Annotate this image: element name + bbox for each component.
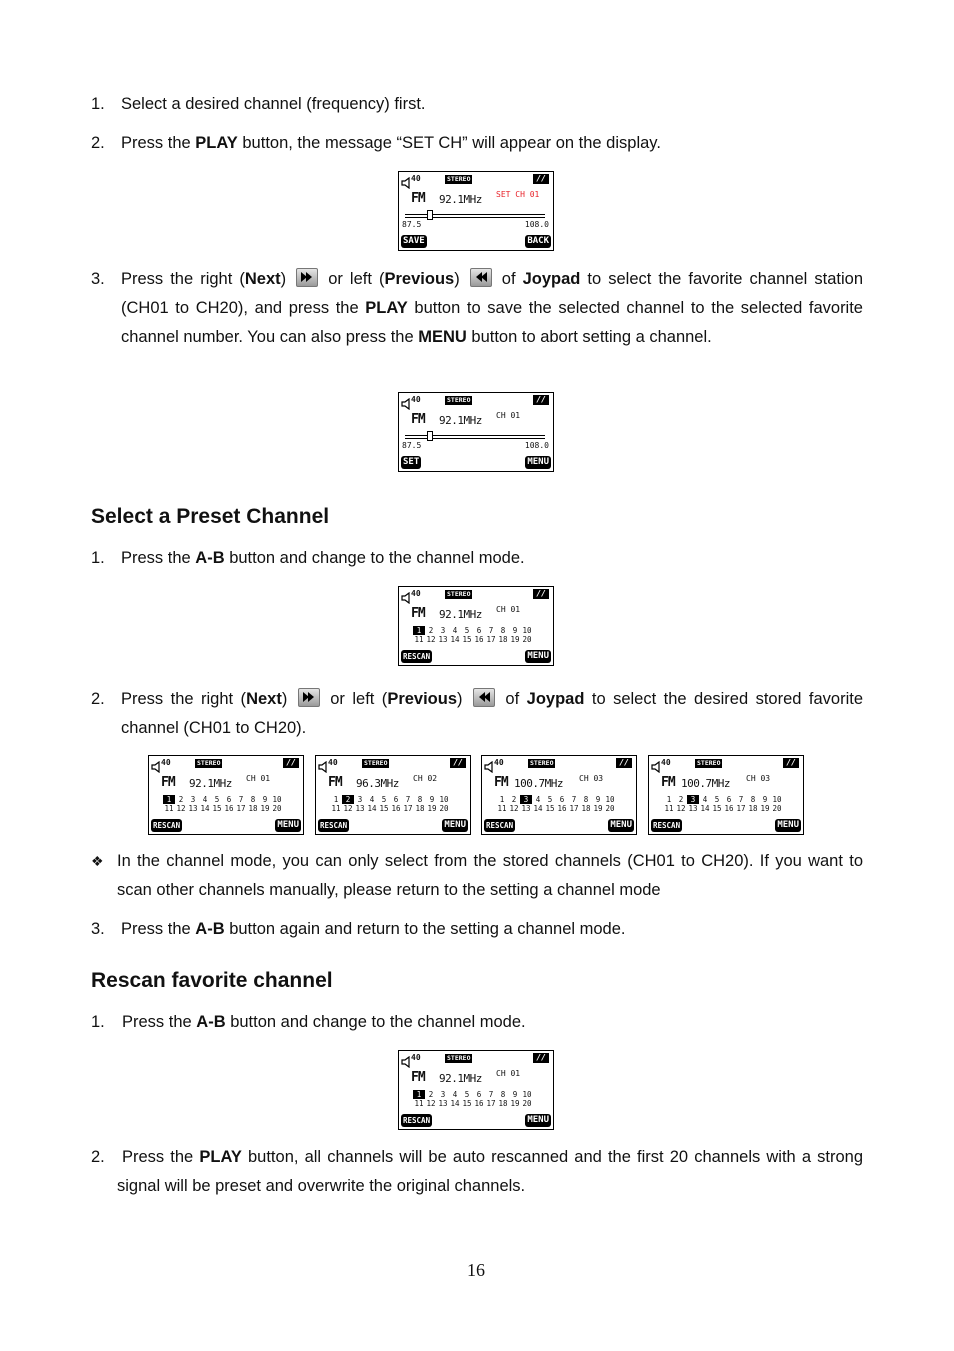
channel-number: 3 — [190, 795, 196, 804]
channel-number: 15 — [379, 804, 389, 813]
softkey-left: RESCAN — [403, 1116, 431, 1125]
channel-number: 5 — [464, 1090, 470, 1099]
step-number: 1. — [91, 1013, 105, 1031]
channel-number: 5 — [547, 795, 553, 804]
channel-number: 11 — [414, 635, 424, 644]
channel-number: 14 — [450, 1099, 460, 1108]
section-heading: Rescan favorite channel — [91, 969, 333, 992]
frequency: 100.7MHz — [514, 777, 563, 790]
channel-number: 19 — [510, 1099, 520, 1108]
channel-number: 3 — [520, 795, 532, 804]
bold-term: Joypad — [522, 270, 581, 288]
channel-number: 14 — [533, 804, 543, 813]
channel-number: 4 — [369, 795, 375, 804]
channel-number: 1 — [333, 795, 339, 804]
text: Press the — [121, 920, 196, 938]
channel-number: 14 — [700, 804, 710, 813]
channel-number: 8 — [417, 795, 423, 804]
channel-row — [496, 795, 616, 804]
channel-number: 9 — [595, 795, 601, 804]
volume-level: 40 — [661, 758, 671, 767]
signal-icon: // — [533, 395, 549, 405]
text: or left ( — [322, 690, 388, 708]
lcd-screen-set-channel — [398, 171, 554, 251]
channel-row — [413, 626, 533, 635]
channel-label: CH 03 — [579, 774, 604, 783]
channel-number: 18 — [498, 635, 508, 644]
channel-number: 9 — [762, 795, 768, 804]
stereo-badge: STEREO — [447, 396, 471, 404]
step-text: Select a desired channel (frequency) first. — [121, 95, 426, 113]
signal-icon: // — [533, 174, 549, 184]
channel-number: 10 — [605, 795, 615, 804]
signal-icon: // — [783, 758, 799, 768]
channel-number: 20 — [439, 804, 449, 813]
channel-grid — [413, 626, 533, 644]
channel-number: 16 — [224, 804, 234, 813]
channel-number: 6 — [726, 795, 732, 804]
step-number: 3. — [91, 920, 105, 938]
channel-number: 12 — [426, 635, 436, 644]
channel-number: 8 — [583, 795, 589, 804]
channel-row — [330, 804, 450, 813]
channel-number: 19 — [510, 635, 520, 644]
signal-icon: // — [283, 758, 299, 768]
channel-number: 20 — [522, 635, 532, 644]
text: Press the right ( — [121, 690, 247, 708]
channel-number: 9 — [512, 1090, 518, 1099]
channel-number: 17 — [569, 804, 579, 813]
frequency: 100.7MHz — [681, 777, 730, 790]
channel-number: 8 — [750, 795, 756, 804]
channel-number: 12 — [426, 1099, 436, 1108]
band-label: FM — [411, 412, 425, 427]
channel-number: 14 — [367, 804, 377, 813]
channel-number: 9 — [429, 795, 435, 804]
step-text — [122, 1008, 526, 1037]
band-label: FM — [411, 1070, 425, 1085]
signal-icon: // — [450, 758, 466, 768]
text: Press the — [122, 1013, 197, 1031]
softkey-right: MENU — [277, 820, 299, 830]
speaker-icon — [401, 589, 410, 608]
lcd-screen-channel-mode — [481, 755, 637, 835]
channel-row — [330, 795, 450, 804]
section-heading: Select a Preset Channel — [91, 505, 330, 528]
range-high: 108.0 — [524, 220, 549, 229]
softkey-left: SET — [403, 457, 420, 467]
frequency: 92.1MHz — [439, 414, 482, 427]
frequency: 92.1MHz — [189, 777, 232, 790]
channel-grid — [496, 795, 616, 813]
channel-row — [413, 1099, 533, 1108]
channel-number: 20 — [522, 1099, 532, 1108]
note-text: In the channel mode, you can only select from the stored channels (CH01 to CH20). If you want to scan other channels manually, please return to the setting a channel mode — [117, 852, 863, 899]
channel-number: 5 — [464, 626, 470, 635]
page-number: 16 — [467, 1260, 485, 1280]
channel-number: 6 — [476, 1090, 482, 1099]
channel-number: 15 — [545, 804, 555, 813]
channel-grid — [330, 795, 450, 813]
speaker-icon — [401, 1053, 410, 1072]
channel-number: 5 — [214, 795, 220, 804]
step-number: 2. — [91, 690, 105, 708]
text: button and change to the channel mode. — [225, 1013, 526, 1031]
step-text — [117, 1143, 863, 1201]
channel-number: 6 — [226, 795, 232, 804]
text: ) — [454, 270, 460, 288]
step-text — [121, 544, 525, 573]
text: ) — [457, 690, 463, 708]
channel-number: 18 — [748, 804, 758, 813]
channel-number: 19 — [760, 804, 770, 813]
bold-term: Previous — [387, 690, 458, 708]
text: of — [494, 270, 523, 288]
channel-number: 8 — [500, 1090, 506, 1099]
channel-number: 17 — [486, 635, 496, 644]
bold-term: Next — [244, 270, 281, 288]
bold-term: Joypad — [526, 690, 585, 708]
channel-row — [496, 804, 616, 813]
channel-number: 13 — [438, 635, 448, 644]
softkey-right: MENU — [527, 457, 549, 467]
softkey-right: MENU — [527, 1115, 549, 1125]
channel-number: 15 — [212, 804, 222, 813]
range-high: 108.0 — [524, 441, 549, 450]
stereo-badge: STEREO — [364, 759, 388, 767]
next-icon — [298, 688, 320, 707]
previous-icon — [473, 688, 495, 707]
channel-number: 7 — [405, 795, 411, 804]
channel-number: 16 — [724, 804, 734, 813]
channel-number: 11 — [164, 804, 174, 813]
band-label: FM — [328, 775, 342, 790]
channel-number: 10 — [439, 795, 449, 804]
bold-term: MENU — [418, 328, 467, 346]
channel-number: 7 — [571, 795, 577, 804]
tuning-knob — [427, 210, 433, 220]
channel-number: 1 — [666, 795, 672, 804]
bold-term: PLAY — [365, 299, 408, 317]
speaker-icon — [151, 758, 160, 777]
speaker-icon — [484, 758, 493, 777]
channel-number: 2 — [678, 795, 684, 804]
bold-term: A-B — [196, 1013, 226, 1031]
channel-number: 19 — [593, 804, 603, 813]
channel-number: 5 — [381, 795, 387, 804]
stereo-badge: STEREO — [447, 590, 471, 598]
text: button to save the selected channel to the selected favorite channel number. You can also press the — [121, 299, 863, 346]
lcd-screen-channel-mode — [148, 755, 304, 835]
text: to select the desired stored favorite channel (CH01 to CH20). — [121, 690, 863, 737]
speaker-icon — [318, 758, 327, 777]
channel-number: 15 — [462, 1099, 472, 1108]
channel-number: 1 — [413, 1090, 425, 1099]
text: ) — [281, 690, 288, 708]
channel-number: 1 — [499, 795, 505, 804]
step-text — [121, 265, 863, 352]
speaker-icon — [401, 174, 410, 193]
softkey-right: MENU — [444, 820, 466, 830]
step-number: 2. — [91, 134, 105, 152]
channel-number: 11 — [664, 804, 674, 813]
bold-term: A-B — [195, 549, 225, 567]
channel-number: 19 — [427, 804, 437, 813]
tuning-knob — [427, 431, 433, 441]
channel-number: 13 — [438, 1099, 448, 1108]
range-low: 87.5 — [402, 220, 422, 229]
frequency: 96.3MHz — [356, 777, 399, 790]
band-label: FM — [494, 775, 508, 790]
previous-icon — [470, 268, 492, 287]
channel-number: 7 — [488, 626, 494, 635]
channel-number: 13 — [355, 804, 365, 813]
band-label: FM — [411, 606, 425, 621]
channel-number: 6 — [393, 795, 399, 804]
softkey-right: MENU — [777, 820, 799, 830]
channel-number: 13 — [521, 804, 531, 813]
step-number: 1. — [91, 549, 105, 567]
channel-number: 6 — [476, 626, 482, 635]
channel-number: 4 — [202, 795, 208, 804]
step-number: 1. — [91, 95, 105, 113]
channel-number: 18 — [581, 804, 591, 813]
band-label: FM — [411, 191, 425, 206]
text: button, all channels will be auto rescanned and the first 20 channels with a strong signal will be preset and overwrite the original channels. — [117, 1148, 863, 1195]
channel-number: 4 — [702, 795, 708, 804]
channel-number: 11 — [414, 1099, 424, 1108]
channel-row — [163, 795, 283, 804]
channel-number: 17 — [403, 804, 413, 813]
channel-number: 3 — [357, 795, 363, 804]
channel-number: 1 — [163, 795, 175, 804]
channel-number: 10 — [522, 626, 532, 635]
step-number: 2. — [91, 1148, 105, 1166]
volume-level: 40 — [411, 589, 421, 598]
channel-number: 16 — [474, 1099, 484, 1108]
volume-level: 40 — [494, 758, 504, 767]
lcd-screen-channel-mode — [398, 586, 554, 666]
step-text — [121, 685, 863, 743]
text: Press the right ( — [121, 270, 245, 288]
lcd-screen-save-channel — [398, 392, 554, 472]
softkey-left: RESCAN — [153, 821, 181, 830]
bold-term: PLAY — [199, 1148, 242, 1166]
volume-level: 40 — [328, 758, 338, 767]
volume-level: 40 — [411, 395, 421, 404]
channel-number: 2 — [342, 795, 354, 804]
text: button again and return to the setting a channel mode. — [224, 920, 626, 938]
channel-number: 10 — [772, 795, 782, 804]
stereo-badge: STEREO — [447, 175, 471, 183]
text: or left ( — [321, 270, 385, 288]
frequency: 92.1MHz — [439, 608, 482, 621]
channel-number: 16 — [557, 804, 567, 813]
channel-number: 5 — [714, 795, 720, 804]
channel-number: 18 — [248, 804, 258, 813]
channel-number: 7 — [738, 795, 744, 804]
channel-label: CH 02 — [413, 774, 438, 783]
channel-label: CH 01 — [496, 1069, 521, 1078]
channel-number: 10 — [522, 1090, 532, 1099]
band-label: FM — [661, 775, 675, 790]
bold-term: A-B — [195, 920, 225, 938]
bold-term: Next — [246, 690, 282, 708]
note-bullet: ❖ — [91, 853, 104, 869]
speaker-icon — [651, 758, 660, 777]
channel-number: 2 — [511, 795, 517, 804]
text: Press the — [121, 549, 196, 567]
softkey-left: SAVE — [403, 236, 425, 246]
tuning-track — [405, 435, 545, 439]
channel-number: 13 — [688, 804, 698, 813]
band-label: FM — [161, 775, 175, 790]
channel-row — [413, 635, 533, 644]
text: button and change to the channel mode. — [224, 549, 525, 567]
channel-row — [413, 1090, 533, 1099]
channel-number: 12 — [343, 804, 353, 813]
lcd-screen-channel-mode — [648, 755, 804, 835]
channel-number: 20 — [772, 804, 782, 813]
signal-icon: // — [533, 589, 549, 599]
channel-label: CH 03 — [746, 774, 771, 783]
stereo-badge: STEREO — [447, 1054, 471, 1062]
channel-number: 7 — [488, 1090, 494, 1099]
bold-term: PLAY — [195, 134, 238, 152]
text: of — [497, 690, 527, 708]
channel-label: SET CH 01 — [496, 190, 540, 199]
step-number: 3. — [91, 270, 105, 288]
channel-number: 14 — [200, 804, 210, 813]
softkey-right: MENU — [610, 820, 632, 830]
channel-number: 11 — [331, 804, 341, 813]
signal-icon: // — [533, 1053, 549, 1063]
channel-grid — [663, 795, 783, 813]
channel-number: 16 — [391, 804, 401, 813]
channel-number: 17 — [736, 804, 746, 813]
channel-number: 4 — [452, 626, 458, 635]
text: Press the — [122, 1148, 200, 1166]
channel-number: 10 — [272, 795, 282, 804]
channel-row — [663, 795, 783, 804]
channel-number: 2 — [428, 1090, 434, 1099]
text: Press the — [121, 134, 196, 152]
softkey-left: RESCAN — [486, 821, 514, 830]
channel-number: 12 — [176, 804, 186, 813]
channel-number: 17 — [236, 804, 246, 813]
channel-number: 2 — [428, 626, 434, 635]
channel-number: 3 — [440, 1090, 446, 1099]
channel-number: 12 — [509, 804, 519, 813]
channel-row — [163, 804, 283, 813]
lcd-screen-channel-mode — [315, 755, 471, 835]
channel-number: 8 — [250, 795, 256, 804]
channel-number: 15 — [712, 804, 722, 813]
frequency: 92.1MHz — [439, 193, 482, 206]
channel-number: 18 — [415, 804, 425, 813]
channel-number: 4 — [452, 1090, 458, 1099]
step-text — [121, 915, 626, 944]
channel-number: 12 — [676, 804, 686, 813]
step-text — [121, 129, 661, 158]
text: to select the favorite channel station (CH01 to CH20), and press the — [121, 270, 863, 317]
channel-number: 15 — [462, 635, 472, 644]
text: ) — [280, 270, 287, 288]
channel-number: 13 — [188, 804, 198, 813]
channel-number: 18 — [498, 1099, 508, 1108]
channel-number: 19 — [260, 804, 270, 813]
volume-level: 40 — [411, 174, 421, 183]
channel-number: 9 — [262, 795, 268, 804]
channel-label: CH 01 — [496, 605, 521, 614]
channel-number: 4 — [535, 795, 541, 804]
channel-number: 3 — [440, 626, 446, 635]
channel-number: 6 — [559, 795, 565, 804]
softkey-right: BACK — [527, 236, 549, 246]
channel-grid — [413, 1090, 533, 1108]
softkey-left: RESCAN — [653, 821, 681, 830]
stereo-badge: STEREO — [530, 759, 554, 767]
volume-level: 40 — [161, 758, 171, 767]
channel-number: 20 — [605, 804, 615, 813]
frequency: 92.1MHz — [439, 1072, 482, 1085]
channel-number: 9 — [512, 626, 518, 635]
range-low: 87.5 — [402, 441, 422, 450]
channel-label: CH 01 — [246, 774, 271, 783]
stereo-badge: STEREO — [197, 759, 221, 767]
stereo-badge: STEREO — [697, 759, 721, 767]
channel-number: 16 — [474, 635, 484, 644]
channel-number: 7 — [238, 795, 244, 804]
next-icon — [296, 268, 318, 287]
channel-grid — [163, 795, 283, 813]
bold-term: Previous — [384, 270, 455, 288]
signal-icon: // — [616, 758, 632, 768]
channel-number: 1 — [413, 626, 425, 635]
speaker-icon — [401, 395, 410, 414]
softkey-left: RESCAN — [320, 821, 348, 830]
channel-number: 8 — [500, 626, 506, 635]
channel-number: 14 — [450, 635, 460, 644]
text: button to abort setting a channel. — [466, 328, 712, 346]
lcd-screen-channel-mode — [398, 1050, 554, 1130]
channel-number: 3 — [687, 795, 699, 804]
softkey-left: RESCAN — [403, 652, 431, 661]
channel-number: 11 — [497, 804, 507, 813]
softkey-right: MENU — [527, 651, 549, 661]
channel-number: 2 — [178, 795, 184, 804]
channel-row — [663, 804, 783, 813]
channel-number: 17 — [486, 1099, 496, 1108]
channel-label: CH 01 — [496, 411, 521, 420]
volume-level: 40 — [411, 1053, 421, 1062]
channel-number: 20 — [272, 804, 282, 813]
text: button, the message “SET CH” will appear on the display. — [237, 134, 661, 152]
tuning-track — [405, 214, 545, 218]
